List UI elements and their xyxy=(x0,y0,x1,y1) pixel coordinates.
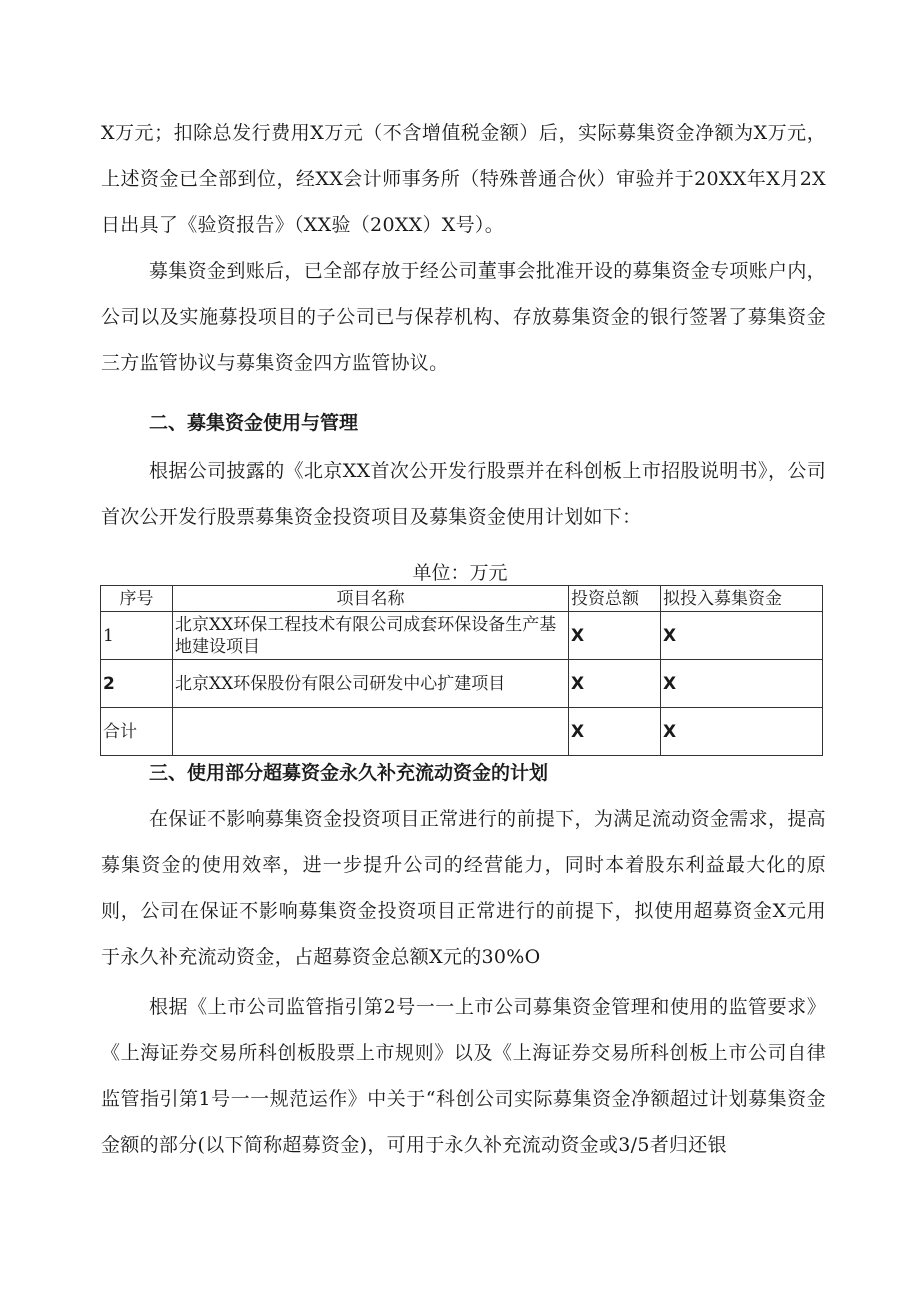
paragraph-prospectus: 根据公司披露的《北京XX首次公开发行股票并在科创板上市招股说明书》，公司首次公开发行股票募集资金投资项目及募集资金使用计划如下： xyxy=(101,460,826,528)
table-row-total xyxy=(101,708,823,756)
table-cell-no: 2 xyxy=(101,660,173,708)
table-cell-name: 北京XX环保工程技术有限公司成套环保设备生产基地建设项目 xyxy=(173,612,569,660)
table-header-total: 投资总额 xyxy=(569,586,661,612)
table-row xyxy=(101,660,823,708)
fund-usage-table xyxy=(100,585,823,756)
table-cell-total: X xyxy=(569,660,661,708)
table-header-row xyxy=(101,586,823,612)
section-heading-3: 三、使用部分超募资金永久补充流动资金的计划 xyxy=(149,762,549,784)
table-header-name: 项目名称 xyxy=(173,586,569,612)
table-cell-name: 北京XX环保股份有限公司研发中心扩建项目 xyxy=(173,660,569,708)
paragraph-net-proceeds: X万元；扣除总发行费用X万元（不含增值税金额）后，实际募集资金净额为X万元，上述资金已全部到位，经XX会计师事务所（特殊普通合伙）审验并于20XX年X月2X日出具了《验资报告》（XX验（20XX）X号）。 xyxy=(101,122,826,236)
table-header-planned: 拟投入募集资金 xyxy=(661,586,823,612)
table-cell-no: 合计 xyxy=(101,708,173,756)
table-cell-total: X xyxy=(569,708,661,756)
table-header-no: 序号 xyxy=(101,586,173,612)
paragraph-supplement-plan: 在保证不影响募集资金投资项目正常进行的前提下，为满足流动资金需求，提高募集资金的使用效率，进一步提升公司的经营能力，同时本着股东利益最大化的原则，公司在保证不影响募集资金投资项目正常进行的前提下，拟使用超募资金X元用于永久补充流动资金，占超募资金总额X元的30%O xyxy=(101,808,826,968)
paragraph-regulations: 根据《上市公司监管指引第2号一一上市公司募集资金管理和使用的监管要求》《上海证券交易所科创板股票上市规则》以及《上海证券交易所科创板上市公司自律监管指引第1号一一规范运作》中关于“科创公司实际募集资金净额超过计划募集资金金额的部分(以下简称超募资金)，可用于永久补充流动资金或3/5者归还银 xyxy=(101,996,826,1156)
table-cell-no: 1 xyxy=(101,612,173,660)
table-unit-label: 单位：万元 xyxy=(412,562,508,584)
table-cell-planned: X xyxy=(661,660,823,708)
section-heading-2: 二、募集资金使用与管理 xyxy=(149,412,359,434)
table-cell-planned: X xyxy=(661,708,823,756)
table-row xyxy=(101,612,823,660)
table-cell-name xyxy=(173,708,569,756)
table-cell-total: X xyxy=(569,612,661,660)
paragraph-special-account: 募集资金到账后，已全部存放于经公司董事会批准开设的募集资金专项账户内，公司以及实施募投项目的子公司已与保荐机构、存放募集资金的银行签署了募集资金三方监管协议与募集资金四方监管协议。 xyxy=(101,260,826,374)
table-cell-planned: X xyxy=(661,612,823,660)
